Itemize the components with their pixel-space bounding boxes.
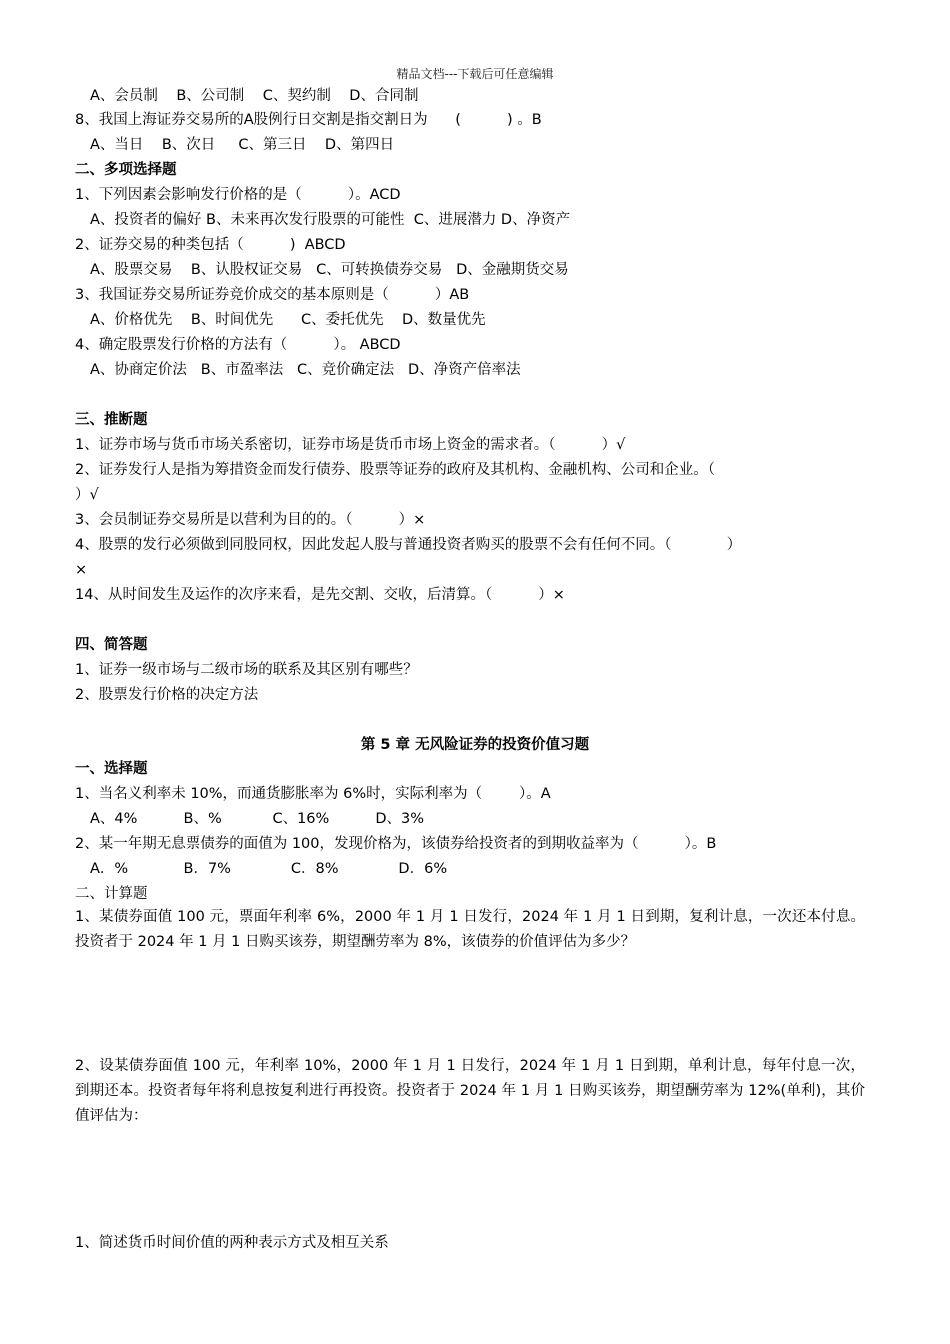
mc3-question: 3、我国证券交易所证券竞价成交的基本原则是（ ）AB: [75, 287, 470, 303]
c2-options: A．% B．7% C．8% D．6%: [90, 861, 448, 877]
tf14-question: 14、从时间发生及运作的次序来看，是先交割、交收，后清算。（ ）×: [75, 587, 565, 603]
calc2-question: 2、设某债券面值 100 元，年利率 10%，2000 年 1 月 1 日发行，2024 年 1 月 1 日到期，单利计息，每年付息一次，到期还本。投资者每年将利息按复利进行再投资。投资者于 2024 年 1 月 1 日购买该券，期望酬劳率为 12%(单利)，其价值评估为：: [75, 1058, 865, 1124]
q8-question: 8、我国上海证券交易所的A股例行日交割是指交割日为 ( ) 。B: [75, 112, 542, 128]
final-question: 1、简述货币时间价值的两种表示方式及相互关系: [75, 1235, 389, 1251]
tf4-question: 4、股票的发行必须做到同股同权，因此发起人股与普通投资者购买的股票不会有任何不同。（ ）: [75, 537, 742, 553]
mc1-question: 1、下列因素会影响发行价格的是（ ）。ACD: [75, 187, 401, 203]
section-short-answer: 四、简答题: [75, 637, 148, 653]
tf3-question: 3、会员制证券交易所是以营利为目的的。（ ）×: [75, 512, 426, 528]
sa1-question: 1、证券一级市场与二级市场的联系及其区别有哪些？: [75, 662, 418, 678]
tf1-question: 1、证券市场与货币市场关系密切，证券市场是货币市场上资金的需求者。（ ）√: [75, 437, 626, 453]
sa2-question: 2、股票发行价格的决定方法: [75, 687, 259, 703]
tf4-answer: ×: [75, 562, 88, 578]
c2-question: 2、某一年期无息票债券的面值为 100，发现价格为，该债券给投资者的到期收益率为（ ）。B: [75, 836, 717, 852]
c1-question: 1、当名义利率未 10%，而通货膨胀率为 6%时，实际利率为（ ）。A: [75, 786, 551, 802]
chapter-title: 第 5 章 无风险证券的投资价值习题: [360, 737, 590, 753]
page-header: 精品文档---下载后可任意编辑: [396, 67, 554, 81]
calc1-question: 1、某债券面值 100 元，票面年利率 6%，2000 年 1 月 1 日发行，2024 年 1 月 1 日到期，复利计息，一次还本付息。投资者于 2024 年 1 月 1 日购买该券，期望酬劳率为 8%，该债券的价值评估为多少？: [75, 909, 865, 950]
c1-options: A、4% B、% C、16% D、3%: [90, 811, 425, 827]
section-choice: 一、选择题: [75, 761, 148, 777]
section-multiple-choice: 二、多项选择题: [75, 162, 177, 178]
tf2-answer: ）√: [75, 487, 99, 503]
mc2-options: A、股票交易 B、认股权证交易 C、可转换债券交易 D、金融期货交易: [90, 262, 569, 278]
mc1-options: A、投资者的偏好 B、未来再次发行股票的可能性 C、进展潜力 D、净资产: [90, 212, 571, 228]
section-judgement: 三、推断题: [75, 412, 148, 428]
mc3-options: A、价格优先 B、时间优先 C、委托优先 D、数量优先: [90, 312, 486, 328]
section-calculation: 二、计算题: [75, 886, 148, 902]
mc4-question: 4、确定股票发行价格的方法有（ ）。 ABCD: [75, 337, 401, 353]
mc4-options: A、协商定价法 B、市盈率法 C、竞价确定法 D、净资产倍率法: [90, 362, 521, 378]
tf2-question: 2、证券发行人是指为筹措资金而发行债券、股票等证券的政府及其机构、金融机构、公司和企业。（: [75, 462, 715, 478]
q8-options: A、当日 B、次日 C、第三日 D、第四日: [90, 137, 395, 153]
q7-options: A、会员制 B、公司制 C、契约制 D、合同制: [90, 88, 419, 104]
mc2-question: 2、证券交易的种类包括（ ) ABCD: [75, 237, 346, 253]
